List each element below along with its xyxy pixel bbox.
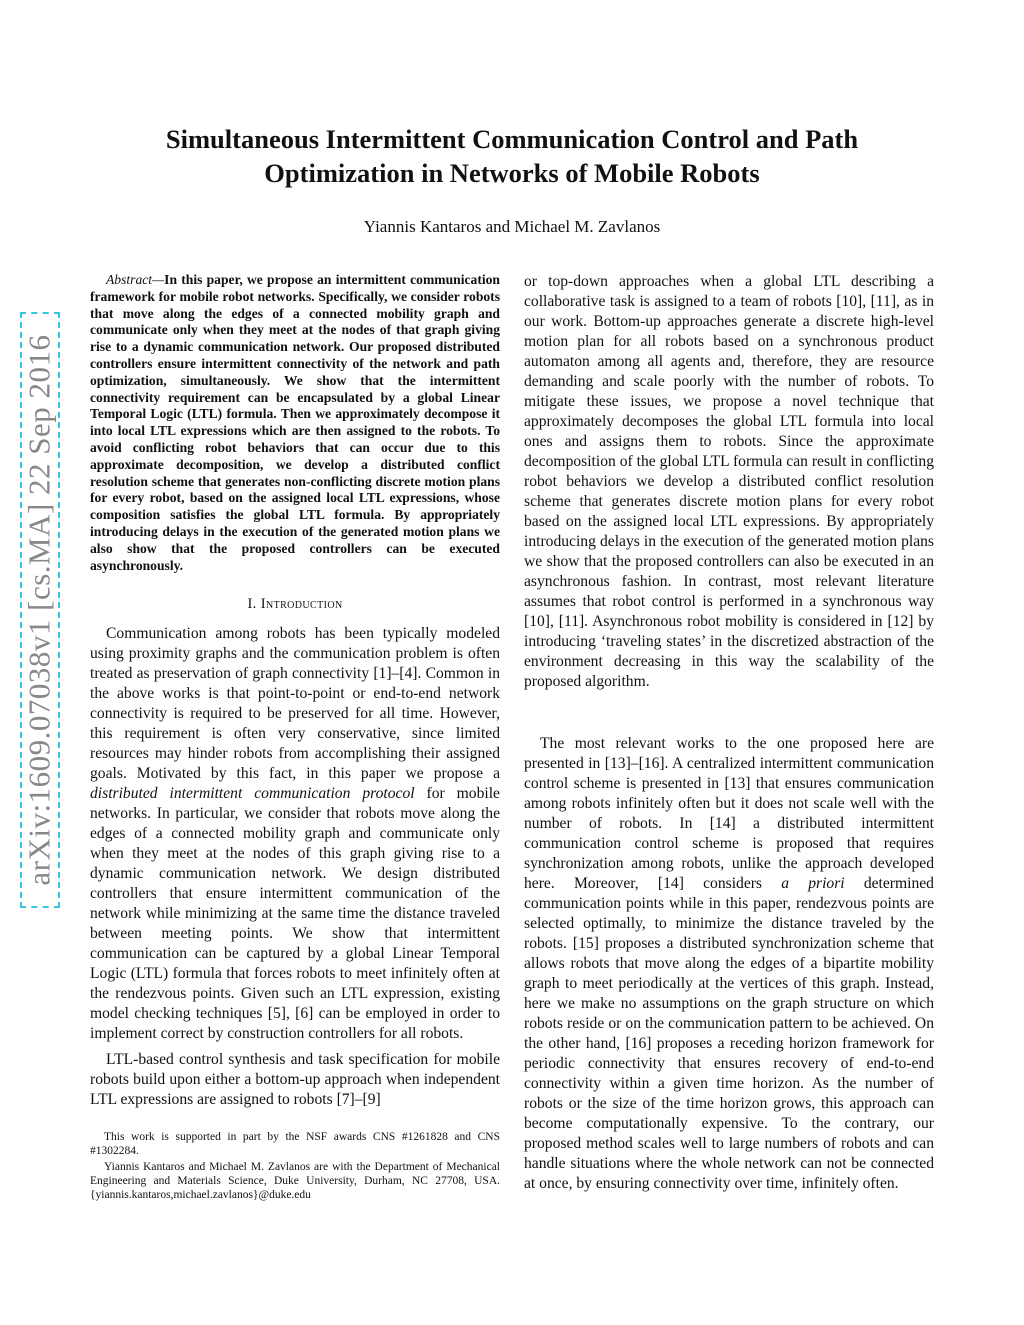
right-paragraph-1: or top-down approaches when a global LTL describing a collaborative task is assigned to a team of robots [10], [11], as in our work. Bottom-up approaches generate a discrete high-level motion plan for all robots based on a synchronous product automaton among all agents and, therefore, they are resource demanding and scale poorly with the number of robots. To mitigate these issues, we propose a novel technique that approximately decomposes the global LTL formula into local ones and assigns them to robots. Since the approximate decomposition of the global LTL formula can result in conflicting robot behaviors we develop a distributed conflict resolution scheme that generates discrete motion plans for every robot based on the assigned local LTL expressions. By appropriately introducing delays in the execution of the generated motion plans we show that the proposed controllers can also be executed in an asynchronous fashion. In contrast, most relevant literature assumes that robot control is performed in a synchronous way [10], [11]. Asynchronous robot mobility is considered in [12] by introducing ‘traveling states’ in the discretized abstraction of the environment decreasing in this way the scalability of the proposed algorithm.: [524, 273, 934, 690]
intro-paragraph-1-part-a: Communication among robots has been typically modeled using proximity graphs and the communication problem is often treated as preservation of graph connectivity [1]–[4]. Common in the above works is that point-to-point or end-to-end network connectivity is required to be preserved for all time. However, this requirement is often very conservative, since limited resources may hinder robots from accomplishing their assigned goals. Motivated by this fact, in this paper we propose a: [90, 625, 500, 783]
intro-paragraph-1-emphasis: distributed intermittent communication protocol: [90, 785, 415, 803]
paper-authors: Yiannis Kantaros and Michael M. Zavlanos: [363, 217, 661, 236]
right-paragraph-2-emphasis: a priori: [781, 875, 845, 892]
paper-title: Simultaneous Intermittent Communication Control and Path Optimization in Networks of Mobile Robots: [165, 124, 859, 188]
arxiv-identifier-text: arXiv:1609.07038v1 [cs.MA] 22 Sep 2016: [22, 334, 57, 886]
section-heading-introduction: I. Introduction: [247, 596, 343, 613]
intro-paragraph-1-part-b: for mobile networks. In particular, we consider that robots move along the edges of a connected mobility graph and communicate only when they meet at the nodes of this graph giving rise to a dynamic communication network. We design distributed controllers that ensure intermittent communication of the network while minimizing at the same time the distance traveled between meeting points. We show that intermittent communication can be captured by a global Linear Temporal Logic (LTL) formula that forces robots to meet infinitely often at the rendezvous points. Given such an LTL expression, existing model checking techniques [5], [6] can be employed in order to implement correct by construction controllers for all robots.: [90, 785, 500, 1043]
footnote-funding: This work is supported in part by the NSF awards CNS #1261828 and CNS #1302284.: [90, 1131, 500, 1158]
left-column: [90, 272, 500, 1202]
right-paragraph-2: [524, 734, 934, 1194]
abstract-label: Abstract: [106, 272, 153, 287]
right-paragraph-2-part-b: determined communication points while in this paper, rendezvous points are selected optimally, to minimize the distance traveled by the robots. [15] proposes a distributed synchronization scheme that allows robots that move along the edges of a bipartite mobility graph to meet periodically at the vertices of this graph. Instead, here we make no assumptions on the graph structure on which robots reside or on the communication pattern to be achieved. On the other hand, [16] proposes a receding horizon framework for periodic connectivity that ensures recovery of end-to-end connectivity within a given time horizon. As the number of robots or the size of the time horizon grows, this approach can become computationally expensive. To the contrary, our proposed method scales well to large numbers of robots and can handle situations where the whole network can not be connected at once, by ensuring connectivity over time, infinitely often.: [524, 875, 934, 1192]
arxiv-identifier-stamp: [20, 312, 60, 908]
abstract-text: In this paper, we propose an intermittent communication framework for mobile robot networks. Specifically, we consider robots that move along the edges of a connected mobility graph and communicate only when they meet at the nodes of that graph giving rise to a dynamic communication network. Our proposed distributed controllers ensure intermittent connectivity of the network and path optimization, simultaneously. We show that the intermittent connectivity requirement can be encapsulated by a global Linear Temporal Logic (LTL) formula. Then we approximately decompose it into local LTL expressions which are then assigned to the robots. To avoid conflicting robot behaviors that can occur due to this approximate decomposition, we develop a distributed conflict resolution scheme that generates non-conflicting discrete motion plans for every robot, based on the assigned local LTL expressions, whose composition satisfies the global LTL formula. By appropriately introducing delays in the execution of the generated motion plans we also show that the proposed controllers can be executed asynchronously.: [90, 272, 500, 573]
right-column: [524, 272, 934, 1194]
abstract-dash: —: [152, 272, 165, 287]
intro-paragraph-1: [90, 624, 500, 1044]
footnote-affiliation: Yiannis Kantaros and Michael M. Zavlanos are with the Department of Mechanical Engineering and Materials Science, Duke University, Durham, NC 27708, USA. {yiannis.kantaros,michael.zavlanos}@duke.edu: [90, 1161, 500, 1202]
right-paragraph-2-part-a: The most relevant works to the one proposed here are presented in [13]–[16]. A centralized intermittent communication control scheme is presented in [13] that ensures communication among robots infinitely often but it does not scale well with the number of robots. In [14] a distributed intermittent communication control scheme is proposed that requires synchronization among robots, unlike the approach developed here. Moreover, [14] considers: [524, 735, 934, 892]
footnotes: [90, 1130, 500, 1202]
abstract: [90, 272, 500, 574]
intro-paragraph-2: LTL-based control synthesis and task specification for mobile robots build upon either a bottom-up approach when independent LTL expressions are assigned to robots [7]–[9]: [90, 1051, 500, 1109]
